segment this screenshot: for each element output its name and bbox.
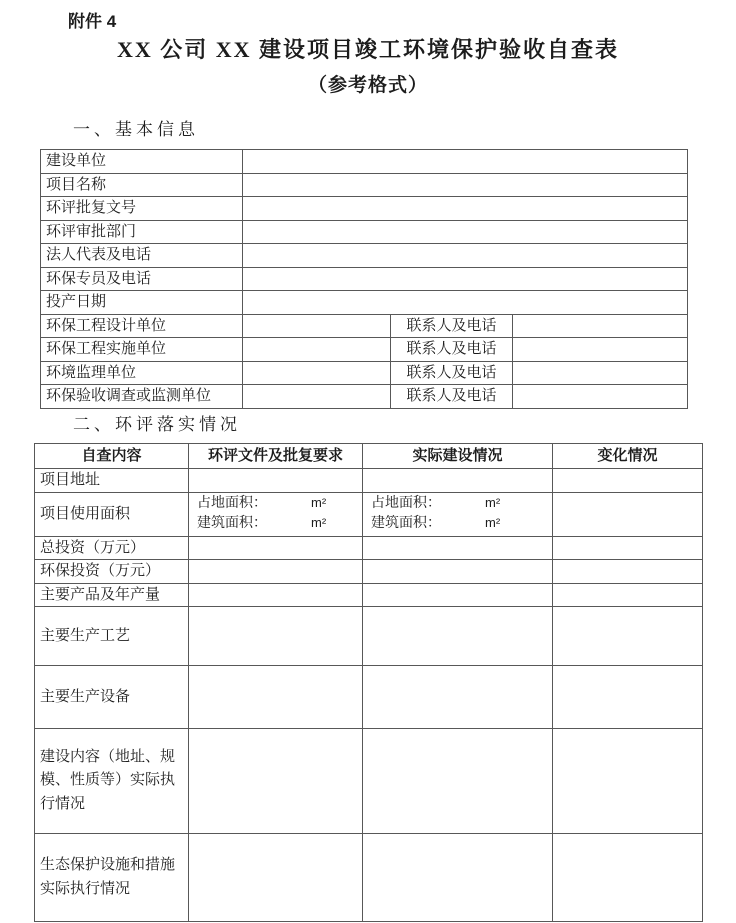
area-field-label: 建筑面积： bbox=[371, 516, 441, 532]
table-row bbox=[41, 314, 688, 338]
table-row bbox=[41, 197, 688, 221]
area-unit: m² bbox=[485, 495, 501, 510]
empty-cell bbox=[189, 583, 363, 607]
basic-info-value-cell bbox=[243, 385, 391, 409]
table-row bbox=[41, 291, 688, 315]
eia-row-label: 生态保护设施和措施实际执行情况 bbox=[35, 834, 189, 922]
table-row bbox=[41, 385, 688, 409]
basic-info-value-cell bbox=[243, 291, 688, 315]
area-line bbox=[371, 494, 552, 514]
table-row bbox=[35, 607, 703, 666]
eia-table bbox=[34, 443, 703, 922]
basic-info-label: 投产日期 bbox=[41, 291, 243, 315]
basic-info-value-cell bbox=[243, 220, 688, 244]
table-row bbox=[35, 666, 703, 729]
empty-cell bbox=[189, 729, 363, 834]
basic-info-value-cell bbox=[243, 314, 391, 338]
basic-info-value-cell bbox=[243, 244, 688, 268]
area-unit: m² bbox=[485, 515, 501, 531]
empty-cell bbox=[553, 666, 703, 729]
contact-label: 联系人及电话 bbox=[391, 314, 513, 338]
contact-value-cell bbox=[513, 338, 688, 362]
basic-info-value-cell bbox=[243, 173, 688, 197]
area-line bbox=[197, 494, 362, 514]
empty-cell bbox=[363, 666, 553, 729]
basic-info-value-cell bbox=[243, 150, 688, 174]
basic-info-table bbox=[40, 149, 688, 409]
area-actual-cell bbox=[363, 493, 553, 537]
basic-info-value-cell bbox=[243, 361, 391, 385]
area-field-label: 占地面积： bbox=[371, 496, 441, 511]
eia-row-label: 主要生产工艺 bbox=[35, 607, 189, 666]
section-heading-eia-status: 二、环评落实情况 bbox=[73, 415, 241, 434]
eia-row-label: 项目地址 bbox=[35, 469, 189, 493]
empty-cell bbox=[189, 536, 363, 560]
area-unit: m² bbox=[311, 515, 327, 531]
contact-value-cell bbox=[513, 385, 688, 409]
basic-info-label: 环保验收调查或监测单位 bbox=[41, 385, 243, 409]
contact-label: 联系人及电话 bbox=[391, 385, 513, 409]
empty-cell bbox=[553, 729, 703, 834]
contact-value-cell bbox=[513, 314, 688, 338]
attachment-label: 附件 4 bbox=[68, 12, 117, 31]
table-row bbox=[35, 493, 703, 537]
basic-info-label: 建设单位 bbox=[41, 150, 243, 174]
column-header-self-check: 自查内容 bbox=[35, 444, 189, 469]
column-header-changes: 变化情况 bbox=[553, 444, 703, 469]
empty-cell bbox=[553, 493, 703, 537]
area-field-label: 建筑面积： bbox=[197, 516, 267, 532]
empty-cell bbox=[189, 666, 363, 729]
empty-cell bbox=[189, 560, 363, 584]
table-row bbox=[35, 834, 703, 922]
eia-row-label: 主要产品及年产量 bbox=[35, 583, 189, 607]
eia-row-label: 建设内容（地址、规模、性质等）实际执行情况 bbox=[35, 729, 189, 834]
eia-row-label: 环保投资（万元） bbox=[35, 560, 189, 584]
empty-cell bbox=[363, 536, 553, 560]
contact-label: 联系人及电话 bbox=[391, 361, 513, 385]
empty-cell bbox=[553, 469, 703, 493]
empty-cell bbox=[189, 607, 363, 666]
page-title: XX 公司 XX 建设项目竣工环境保护验收自查表 bbox=[116, 37, 620, 62]
table-row bbox=[41, 220, 688, 244]
table-row bbox=[41, 361, 688, 385]
area-requirements-cell bbox=[189, 493, 363, 537]
basic-info-label: 环保专员及电话 bbox=[41, 267, 243, 291]
empty-cell bbox=[363, 729, 553, 834]
page-subtitle: （参考格式） bbox=[307, 75, 428, 96]
table-row bbox=[35, 560, 703, 584]
table-row bbox=[41, 244, 688, 268]
eia-row-label: 总投资（万元） bbox=[35, 536, 189, 560]
basic-info-label: 环评审批部门 bbox=[41, 220, 243, 244]
table-row bbox=[35, 536, 703, 560]
empty-cell bbox=[553, 560, 703, 584]
empty-cell bbox=[363, 469, 553, 493]
basic-info-value-cell bbox=[243, 267, 688, 291]
empty-cell bbox=[553, 583, 703, 607]
empty-cell bbox=[363, 560, 553, 584]
empty-cell bbox=[553, 536, 703, 560]
basic-info-label: 环境监理单位 bbox=[41, 361, 243, 385]
contact-label: 联系人及电话 bbox=[391, 338, 513, 362]
basic-info-value-cell bbox=[243, 197, 688, 221]
table-row bbox=[35, 583, 703, 607]
empty-cell bbox=[189, 469, 363, 493]
empty-cell bbox=[189, 834, 363, 922]
table-header-row bbox=[35, 444, 703, 469]
area-line bbox=[197, 514, 362, 534]
column-header-actual-construction: 实际建设情况 bbox=[363, 444, 553, 469]
empty-cell bbox=[553, 607, 703, 666]
table-row bbox=[35, 469, 703, 493]
empty-cell bbox=[363, 834, 553, 922]
basic-info-label: 环保工程设计单位 bbox=[41, 314, 243, 338]
area-unit: m² bbox=[311, 495, 327, 510]
empty-cell bbox=[363, 583, 553, 607]
basic-info-label: 环保工程实施单位 bbox=[41, 338, 243, 362]
contact-value-cell bbox=[513, 361, 688, 385]
table-row bbox=[41, 267, 688, 291]
area-line bbox=[371, 514, 552, 534]
table-row bbox=[35, 729, 703, 834]
table-row bbox=[41, 173, 688, 197]
empty-cell bbox=[363, 607, 553, 666]
basic-info-value-cell bbox=[243, 338, 391, 362]
table-row bbox=[41, 338, 688, 362]
eia-row-label: 主要生产设备 bbox=[35, 666, 189, 729]
area-field-label: 占地面积： bbox=[197, 496, 267, 511]
table-row bbox=[41, 150, 688, 174]
empty-cell bbox=[553, 834, 703, 922]
basic-info-label: 项目名称 bbox=[41, 173, 243, 197]
basic-info-label: 法人代表及电话 bbox=[41, 244, 243, 268]
column-header-eia-requirements: 环评文件及批复要求 bbox=[189, 444, 363, 469]
section-heading-basic-info: 一、基本信息 bbox=[73, 120, 199, 139]
eia-row-label: 项目使用面积 bbox=[35, 493, 189, 537]
basic-info-label: 环评批复文号 bbox=[41, 197, 243, 221]
